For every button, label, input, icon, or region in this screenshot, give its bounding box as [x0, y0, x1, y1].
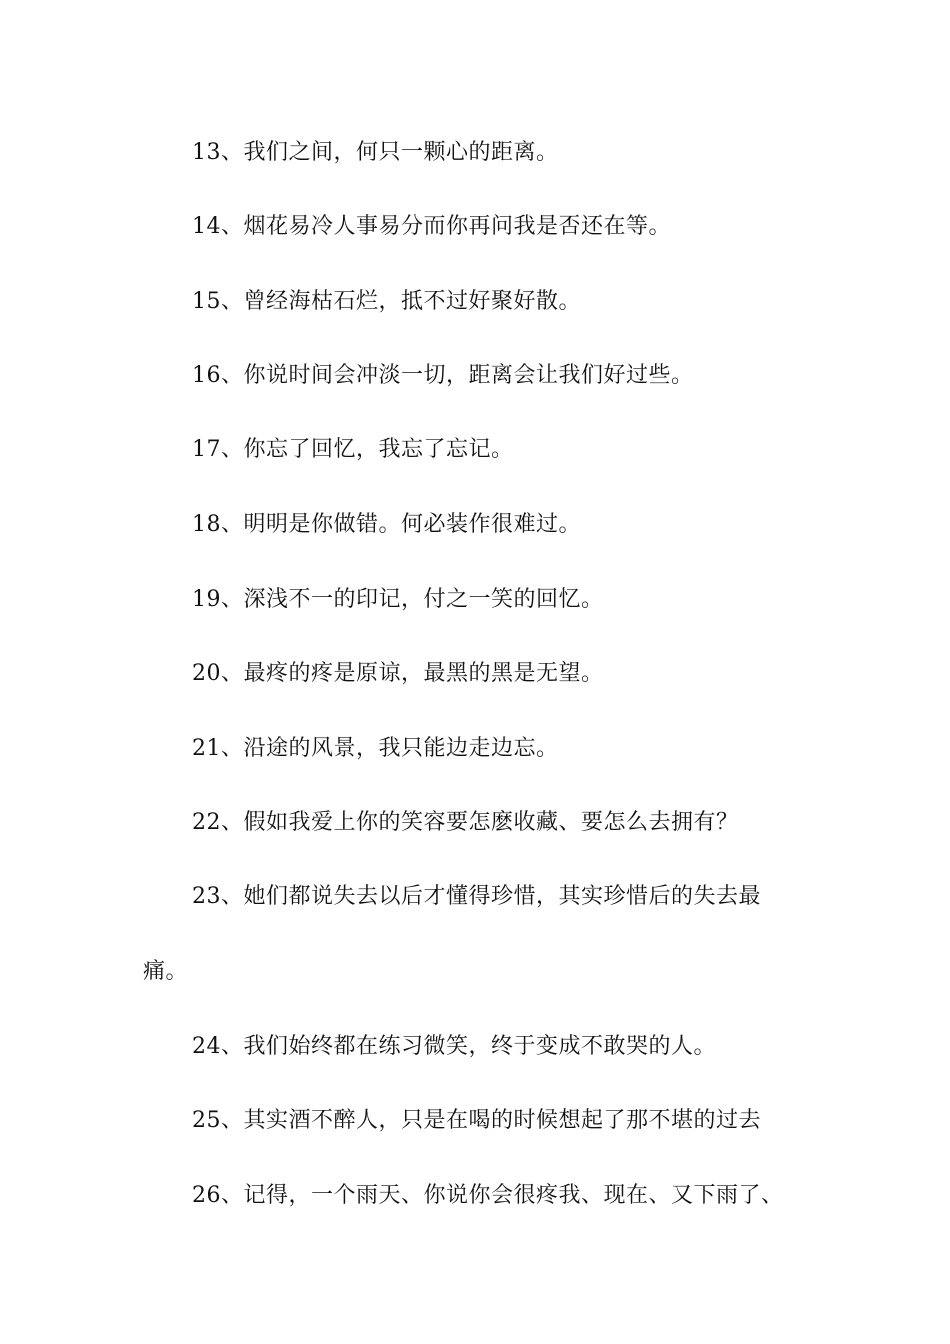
text-line-20: 20、最疼的疼是原谅，最黑的黑是无望。 — [192, 661, 604, 686]
text-line-18: 18、明明是你做错。何必装作很难过。 — [192, 512, 581, 537]
text-line-19: 19、深浅不一的印记，付之一笑的回忆。 — [192, 587, 604, 612]
text-line-26: 26、记得，一个雨天、你说你会很疼我、现在、又下雨了、 — [192, 1183, 784, 1208]
text-line-23: 23、她们都说失去以后才懂得珍惜，其实珍惜后的失去最 — [192, 884, 761, 909]
text-line-14: 14、烟花易冷人事易分而你再问我是否还在等。 — [192, 214, 671, 239]
text-line-13: 13、我们之间，何只一颗心的距离。 — [192, 140, 559, 165]
text-line-24: 24、我们始终都在练习微笑，终于变成不敢哭的人。 — [192, 1034, 716, 1059]
text-line-21: 21、沿途的风景，我只能边走边忘。 — [192, 736, 559, 761]
text-line-15: 15、曾经海枯石烂，抵不过好聚好散。 — [192, 289, 581, 314]
text-line-16: 16、你说时间会冲淡一切，距离会让我们好过些。 — [192, 363, 694, 388]
text-line-22: 22、假如我爱上你的笑容要怎麽收藏、要怎么去拥有？ — [192, 810, 739, 835]
text-line-23-continued: 痛。 — [143, 959, 189, 984]
text-line-25: 25、其实酒不醉人，只是在喝的时候想起了那不堪的过去 — [192, 1108, 761, 1133]
text-line-17: 17、你忘了回忆，我忘了忘记。 — [192, 437, 514, 462]
